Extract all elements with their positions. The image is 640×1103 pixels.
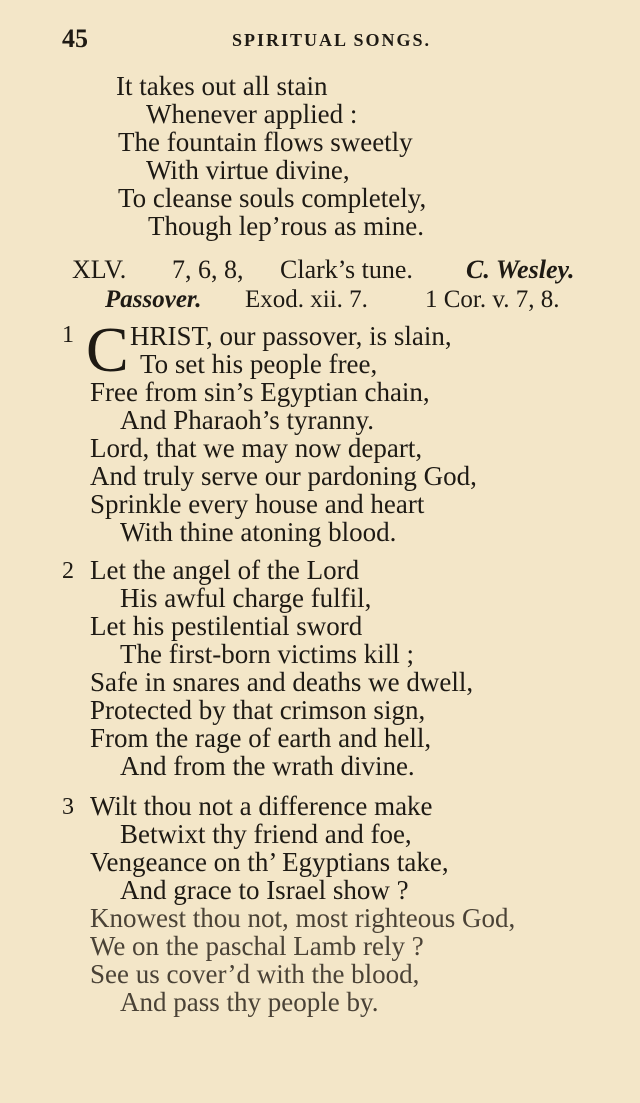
scripture-reference: 1 Cor. v. 7, 8. xyxy=(425,286,560,313)
verse-line: With virtue divine, xyxy=(146,155,350,185)
verse-line: It takes out all stain xyxy=(116,71,328,101)
verse-line: The fountain flows sweetly xyxy=(118,127,413,157)
hymn-subject: Passover. xyxy=(105,286,202,313)
verse-line: To set his people free, xyxy=(140,349,378,379)
verse-line: We on the paschal Lamb rely ? xyxy=(90,931,424,961)
verse-line: Sprinkle every house and heart xyxy=(90,489,425,519)
verse-line: Wilt thou not a difference make xyxy=(90,791,433,821)
verse-line: And pass thy people by. xyxy=(120,987,379,1017)
verse-line: Protected by that crimson sign, xyxy=(90,695,426,725)
verse-line: Whenever applied : xyxy=(146,99,358,129)
verse-line: From the rage of earth and hell, xyxy=(90,723,432,753)
verse-number: 3 xyxy=(62,794,74,820)
hymn-tune: Clark’s tune. xyxy=(280,255,413,284)
verse-line: With thine atoning blood. xyxy=(120,517,397,547)
running-title: SPIRITUAL SONGS. xyxy=(232,30,432,50)
verse-line: Knowest thou not, most righteous God, xyxy=(90,903,516,933)
hymn-meter: 7, 6, 8, xyxy=(172,255,244,284)
verse-number: 1 xyxy=(62,322,74,348)
verse-line: Lord, that we may now depart, xyxy=(90,433,423,463)
verse-line: Free from sin’s Egyptian chain, xyxy=(90,377,430,407)
verse-line: See us cover’d with the blood, xyxy=(90,959,420,989)
verse-line: To cleanse souls completely, xyxy=(118,183,427,213)
verse-line: Let the angel of the Lord xyxy=(90,555,360,585)
verse-line: The first-born victims kill ; xyxy=(120,639,414,669)
verse-line: Vengeance on th’ Egyptians take, xyxy=(90,847,449,877)
verse-line: HRIST, our passover, is slain, xyxy=(130,321,452,351)
page-header xyxy=(62,24,602,54)
verse-line: His awful charge fulfil, xyxy=(120,583,372,613)
verse-line: And truly serve our pardoning God, xyxy=(90,461,477,491)
verse-line: Safe in snares and deaths we dwell, xyxy=(90,667,474,697)
drop-cap: C xyxy=(86,314,129,385)
hymn-author: C. Wesley. xyxy=(466,255,575,284)
verse-line: Though lep’rous as mine. xyxy=(148,211,424,241)
verse-line: Let his pestilential sword xyxy=(90,611,363,641)
verse-line: And from the wrath divine. xyxy=(120,751,415,781)
verse-line: Betwixt thy friend and foe, xyxy=(120,819,412,849)
verse-number: 2 xyxy=(62,558,74,584)
hymn-number: XLV. xyxy=(72,255,127,284)
verse-line: And Pharaoh’s tyranny. xyxy=(120,405,374,435)
scripture-reference: Exod. xii. 7. xyxy=(245,286,368,313)
verse-line: And grace to Israel show ? xyxy=(120,875,409,905)
page-number: 45 xyxy=(62,24,88,53)
